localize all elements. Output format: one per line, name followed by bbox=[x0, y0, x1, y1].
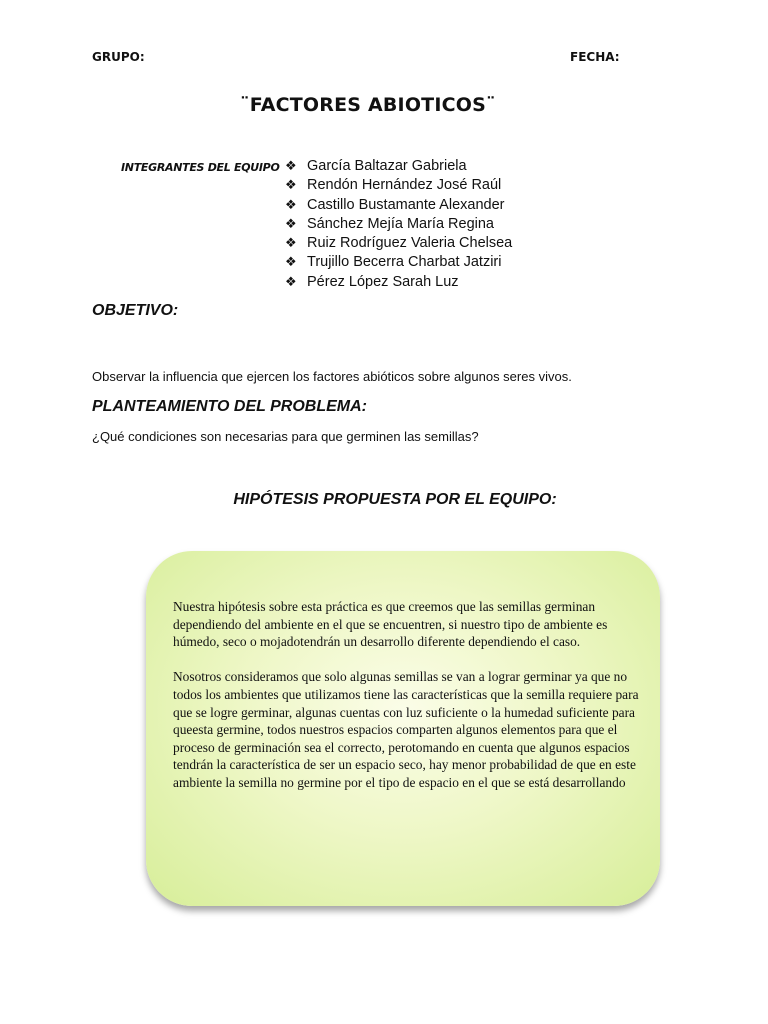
diamond-bullet-icon: ❖ bbox=[285, 178, 297, 194]
team-member-name: García Baltazar Gabriela bbox=[307, 158, 467, 174]
team-member-name: Rendón Hernández José Raúl bbox=[307, 177, 502, 194]
diamond-bullet-icon: ❖ bbox=[285, 274, 297, 290]
team-member bbox=[285, 215, 512, 234]
team-member-name: Ruiz Rodríguez Valeria Chelsea bbox=[307, 235, 513, 252]
team-member bbox=[285, 176, 512, 195]
team-member bbox=[285, 196, 512, 215]
objetivo-heading: OBJETIVO: bbox=[92, 302, 179, 319]
team-members-list bbox=[285, 157, 512, 292]
hipotesis-heading: HIPÓTESIS PROPUESTA POR EL EQUIPO: bbox=[233, 491, 557, 508]
hypothesis-paragraph: Nosotros consideramos que solo algunas semillas se van a lograr germinar ya que no todos los ambientes que utilizamos tiene las características que la semilla requiere para que se logre germinar, algunas cuentas con luz suficiente o la humedad suficiente para queesta germine, todos nuestros espacios comparten algunos elementos para que el proceso de germinación sea el correcto, perotomando en cuenta que algunos espacios tendrán la característica de ser un espacio seco, hay menor probabilidad de que en este ambiente la semilla no germine por el tipo de espacio en el que se está desarrollando bbox=[173, 669, 639, 790]
hypothesis-paragraph: Nuestra hipótesis sobre esta práctica es que creemos que las semillas germinan dependiendo del ambiente en el que se encuentren, si nuestro tipo de ambiente es húmedo, seco o mojadotendrán un desarrollo diferente dependiendo el caso. bbox=[173, 599, 608, 650]
diamond-bullet-icon: ❖ bbox=[285, 236, 297, 252]
team-member bbox=[285, 157, 512, 176]
objetivo-text: Observar la influencia que ejercen los factores abióticos sobre algunos seres vivos. bbox=[92, 369, 572, 384]
diamond-bullet-icon: ❖ bbox=[285, 255, 297, 271]
team-member-name: Trujillo Becerra Charbat Jatziri bbox=[307, 254, 502, 271]
team-member bbox=[285, 273, 512, 292]
diamond-bullet-icon: ❖ bbox=[285, 216, 297, 232]
team-member bbox=[285, 253, 512, 272]
hypothesis-text bbox=[173, 598, 643, 792]
diamond-bullet-icon: ❖ bbox=[285, 197, 297, 213]
document-title: ¨FACTORES ABIOTICOS¨ bbox=[240, 94, 496, 116]
diamond-bullet-icon: ❖ bbox=[285, 159, 297, 174]
problema-text: ¿Qué condiciones son necesarias para que germinen las semillas? bbox=[92, 429, 479, 444]
problema-heading: PLANTEAMIENTO DEL PROBLEMA: bbox=[92, 398, 367, 415]
team-member-name: Castillo Bustamante Alexander bbox=[307, 196, 505, 213]
team-member-name: Sánchez Mejía María Regina bbox=[307, 215, 494, 232]
team-member bbox=[285, 234, 512, 253]
fecha-label: FECHA: bbox=[570, 50, 620, 64]
team-label: INTEGRANTES DEL EQUIPO bbox=[121, 161, 280, 174]
team-member-name: Pérez López Sarah Luz bbox=[307, 273, 459, 290]
grupo-label: GRUPO: bbox=[92, 50, 145, 64]
